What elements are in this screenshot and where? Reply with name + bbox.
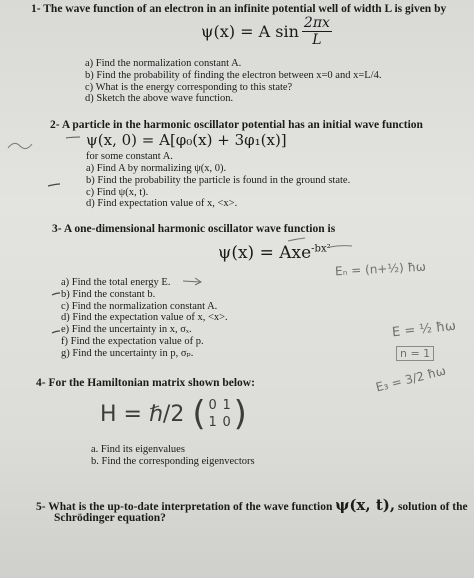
question-5-text-after: solution of the bbox=[397, 501, 468, 513]
list-item: d) Find the expectation value of x, <x>. bbox=[61, 312, 228, 324]
question-5-number: 5- bbox=[36, 501, 46, 513]
arrow-icon bbox=[183, 278, 201, 285]
handwritten-n-value: n = 1 bbox=[396, 346, 434, 361]
handwritten-e3: E₃ = 3/2 ħω bbox=[374, 363, 448, 395]
equation-exponent: -bx² bbox=[311, 243, 331, 255]
question-4-number: 4- bbox=[36, 377, 46, 389]
list-item: b) Find the probability the particle is found in the ground state. bbox=[86, 174, 351, 186]
fraction-denominator: L bbox=[312, 32, 322, 48]
question-5-line-2: Schrödinger equation? bbox=[54, 512, 166, 524]
matrix-label: H = ℏ/2 bbox=[100, 401, 185, 427]
question-1-number: 1- bbox=[31, 3, 41, 15]
question-5-text: What is the up-to-date interpretation of the wave function bbox=[48, 501, 333, 513]
dash-mark bbox=[66, 137, 80, 138]
matrix-cell: 1 bbox=[222, 398, 231, 413]
equation-lhs: ψ(x) = A sin bbox=[201, 22, 299, 41]
handwritten-energy-half: E = ½ ħω bbox=[391, 318, 457, 341]
list-item: a) Find the total energy E. bbox=[61, 277, 171, 288]
list-item: a) Find the normalization constant A. bbox=[85, 58, 242, 69]
fraction-numerator: 2πx bbox=[303, 15, 330, 31]
underline-mark bbox=[288, 238, 305, 241]
dash-mark bbox=[330, 246, 352, 247]
left-paren: ( bbox=[192, 394, 206, 434]
list-item: c) What is the energy corresponding to this state? bbox=[85, 81, 293, 93]
right-paren: ) bbox=[233, 394, 247, 434]
list-item: b) Find the constant b. bbox=[61, 288, 156, 300]
question-5-symbol: ψ(x, t), bbox=[335, 496, 396, 514]
list-item: b. Find the corresponding eigenvectors bbox=[91, 455, 255, 467]
list-item: d) Sketch the above wave function. bbox=[85, 93, 234, 105]
question-3-number: 3- bbox=[52, 223, 62, 235]
question-1-text: The wave function of an electron in an infinite potential well of width L is given by bbox=[43, 3, 447, 15]
question-3-text: A one-dimensional harmonic oscillator wave function is bbox=[63, 223, 336, 235]
matrix-cell: 0 bbox=[222, 415, 231, 430]
equation-main: ψ(x) = Axe bbox=[218, 243, 312, 263]
list-item: a) Find A by normalizing ψ(x, 0). bbox=[86, 163, 227, 174]
tick-mark bbox=[48, 184, 60, 186]
list-item: d) Find expectation value of x, <x>. bbox=[86, 198, 238, 210]
question-2-number: 2- bbox=[50, 119, 60, 131]
list-item: e) Find the uncertainty in x, σₓ. bbox=[61, 324, 192, 336]
handwritten-energy-formula: Eₙ = (n+½) ħω bbox=[334, 259, 427, 279]
question-4-text: For the Hamiltonian matrix shown below: bbox=[48, 377, 255, 389]
list-item: a. Find its eigenvalues bbox=[91, 444, 185, 455]
list-item: g) Find the uncertainty in p, σₚ. bbox=[61, 347, 194, 359]
matrix-cell: 0 bbox=[208, 398, 217, 413]
matrix-cell: 1 bbox=[208, 415, 217, 430]
tick-mark bbox=[52, 293, 60, 295]
list-item: f) Find the expectation value of p. bbox=[61, 335, 204, 347]
question-2-equation: ψ(x, 0) = A[φ₀(x) + 3φ₁(x)] bbox=[86, 131, 287, 149]
list-item: c) Find the normalization constant A. bbox=[61, 300, 218, 312]
question-2-note: for some constant A. bbox=[86, 151, 173, 162]
tick-mark bbox=[52, 331, 60, 333]
scribble-icon bbox=[8, 143, 32, 148]
list-item: c) Find ψ(x, t). bbox=[86, 186, 149, 198]
question-2-text: A particle in the harmonic oscillator potential has an initial wave function bbox=[61, 119, 423, 131]
list-item: b) Find the probability of finding the electron between x=0 and x=L/4. bbox=[85, 69, 382, 81]
